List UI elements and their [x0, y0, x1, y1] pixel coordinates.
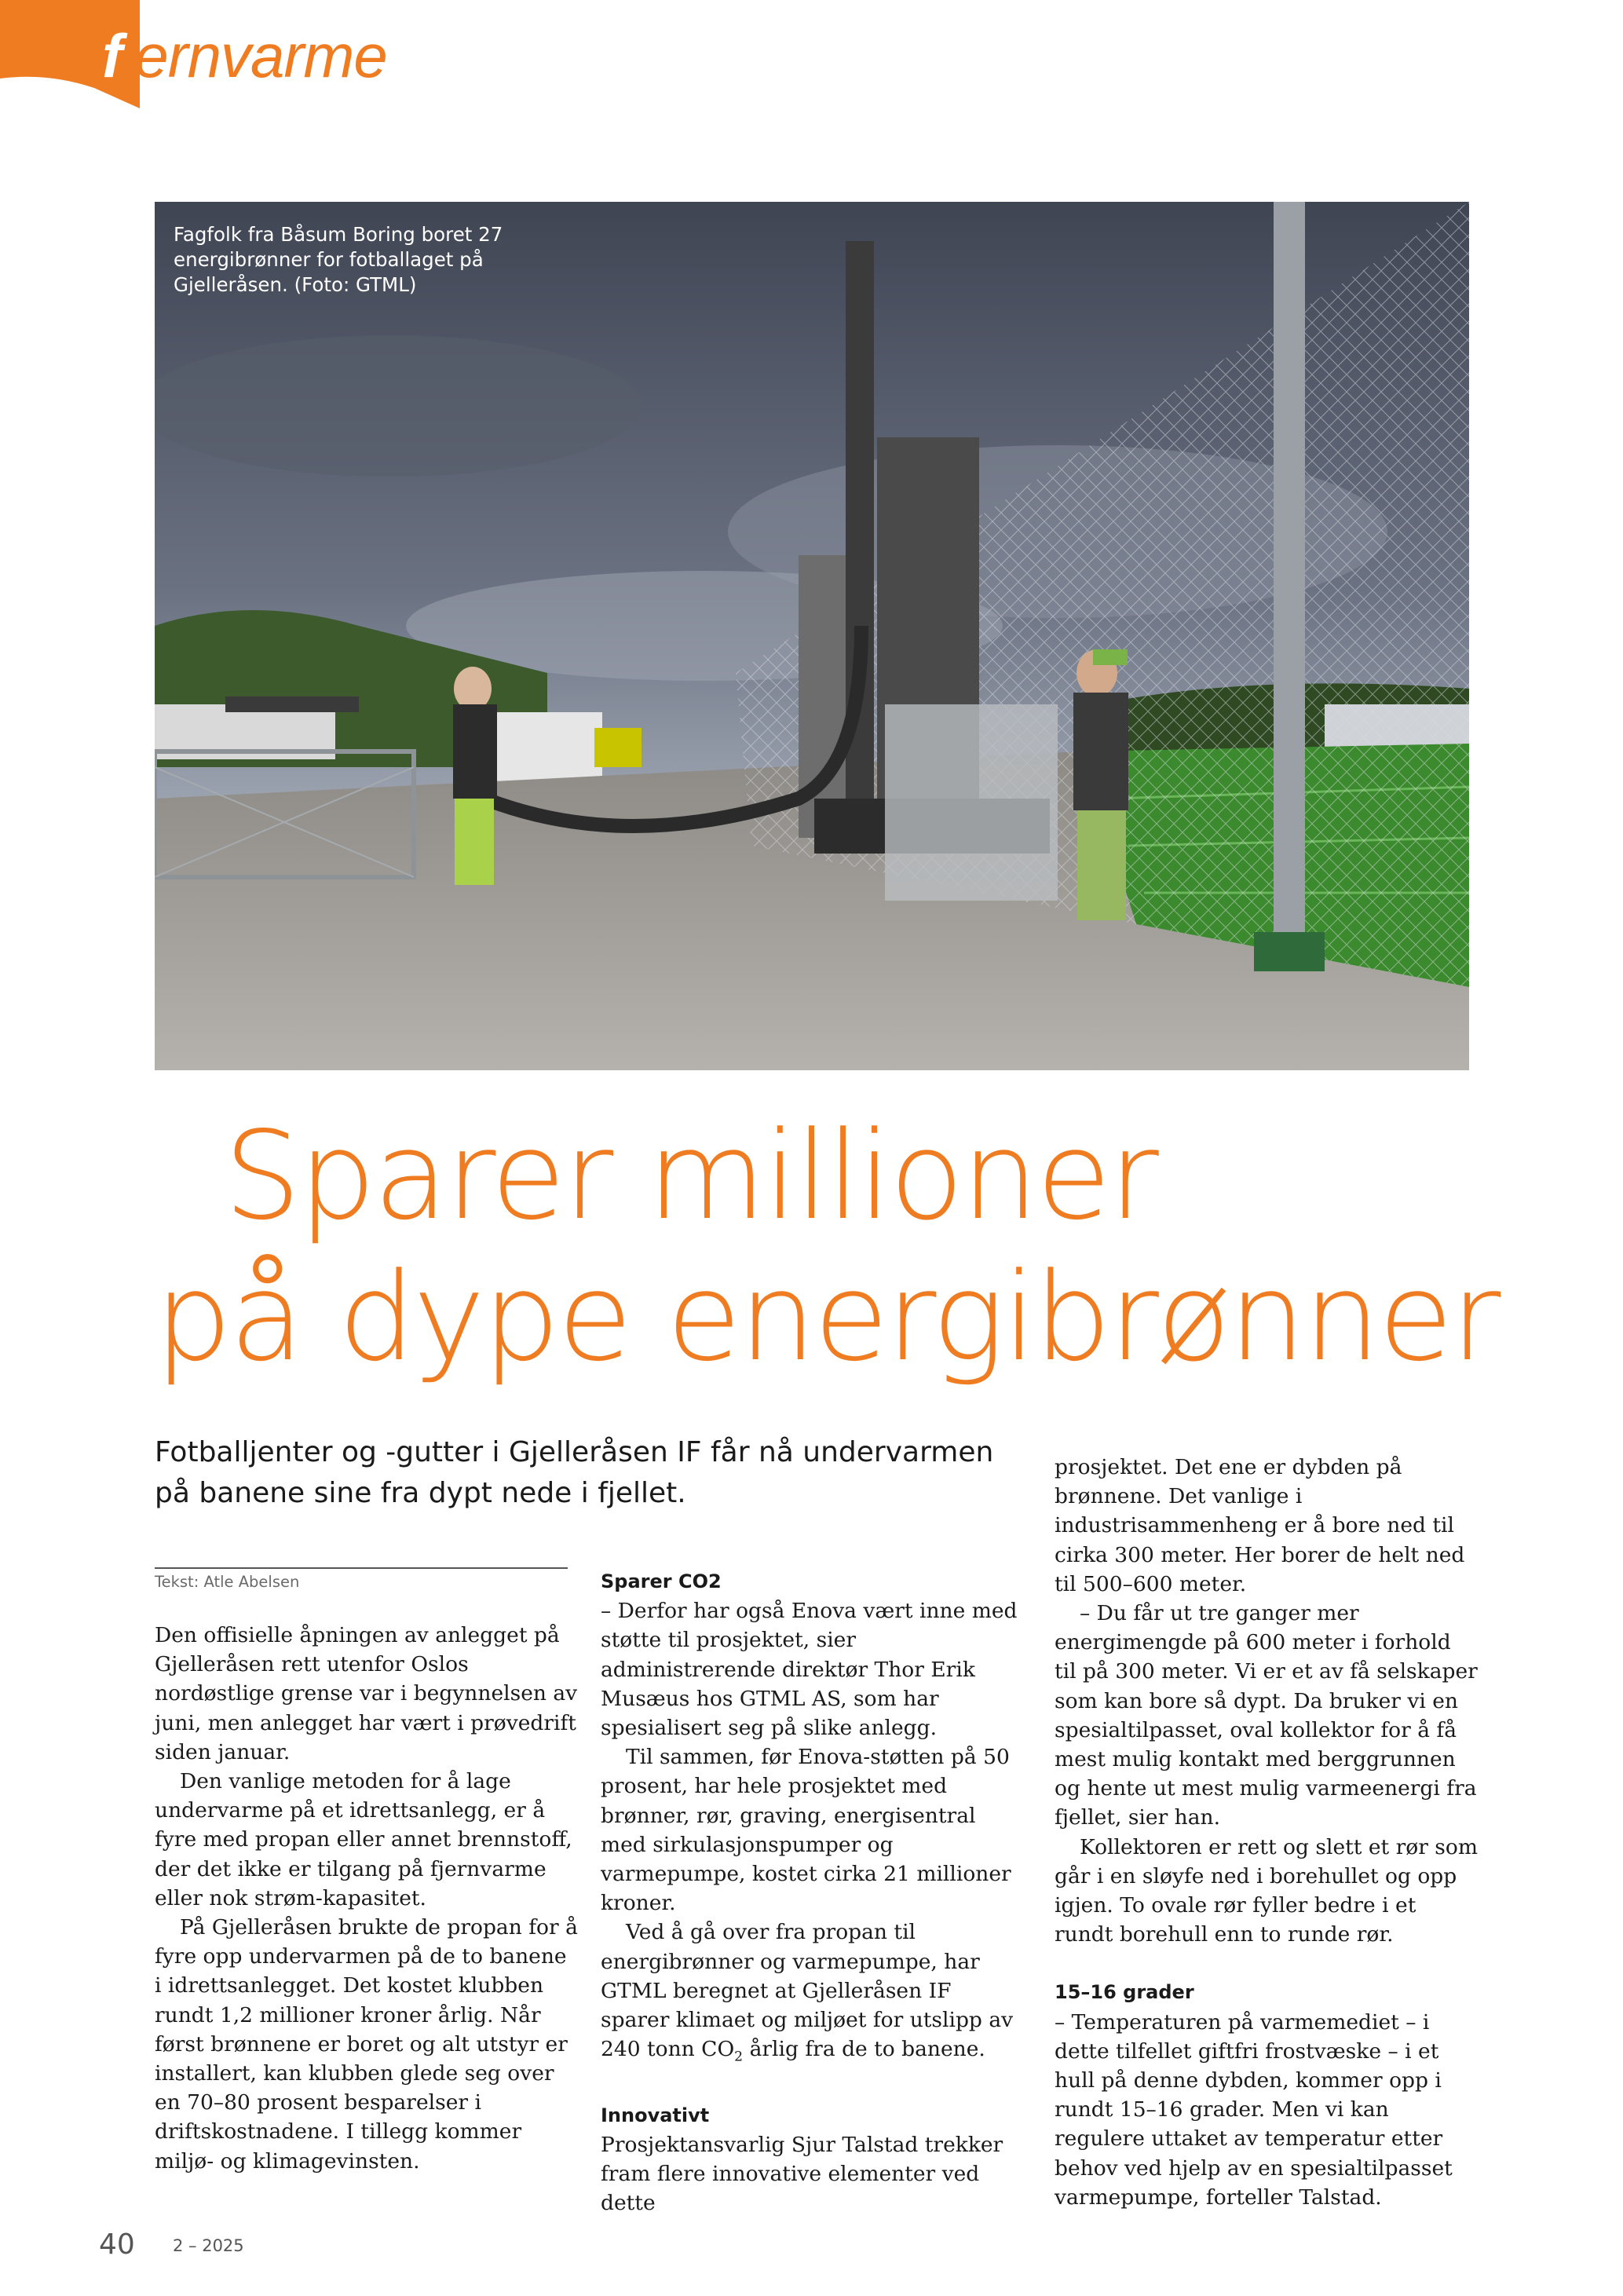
body-column-2 [601, 1567, 1025, 2218]
co2-text-end: årlig fra de to banene. [743, 2037, 985, 2062]
subheading: Sparer CO2 [601, 1570, 722, 1592]
body-paragraph: Den offisielle åpningen av anlegget på Gjelleråsen rett utenfor Oslos nordøstlige grense var i begynnelsen av juni, men anlegget har vært i prøvedrift siden januar. [155, 1623, 578, 1764]
body-paragraph: – Du får ut tre ganger mer energimengde på 600 meter i forhold til på 300 meter. Vi er et av få selskaper som kan bore så dypt. Da bruker vi en spesialtilpasset, oval kollektor for å få mest mulig kontakt med berggrunnen og hente ut mest mulig varmeenergi fra fjellet, sier han. [1055, 1601, 1478, 1830]
body-paragraph: Til sammen, før Enova-støtten på 50 prosent, har hele prosjektet med brønner, rør, graving, energisentral med sirkulasjonspumper og varmepumpe, kostet cirka 21 millioner kroner. [601, 1745, 1011, 1916]
byline: Tekst: Atle Abelsen [155, 1573, 300, 1591]
photo-caption: Fagfolk fra Båsum Boring boret 27 energibrønner for fotballaget på Gjelleråsen. (Foto: GTML) [174, 223, 503, 296]
headline-line-2: på dype energibrønner [155, 1246, 1499, 1388]
body-paragraph: prosjektet. Det ene er dybden på brønnene. Det vanlige i industrisammenheng er å bore ned til cirka 300 meter. Her borer de helt ned til 500–600 meter. [1055, 1455, 1465, 1596]
body-paragraph: – Temperaturen på varmemediet – i dette tilfellet giftfri frostvæske – i et hull på denne dybden, kommer opp i rundt 15–16 grader. Men vi kan regulere uttaket av temperatur etter behov ved hjelp av en spesialtilpasset varmepumpe, forteller Talstad. [1055, 2009, 1453, 2210]
body-paragraph [601, 1918, 1025, 2071]
section-title [102, 20, 387, 92]
body-paragraph: På Gjelleråsen brukte de propan for å fyre opp undervarmen på de to banene i idrettsanlegget. Det kostet klubben rundt 1,2 millioner kroner årlig. Når først brønnene er boret og alt utstyr er installert, kan klubben glede seg over en 70–80 prosent besparelser i driftskostnadene. I tillegg kommer miljø- og klimagevinsten. [155, 1915, 578, 2174]
body-paragraph: Prosjektansvarlig Sjur Talstad trekker fram flere innovative elementer ved dette [601, 2132, 1003, 2216]
body-column-1 [155, 1621, 579, 2176]
issue-label: 2 – 2025 [173, 2236, 244, 2255]
page-number: 40 [99, 2228, 135, 2261]
body-paragraph: Kollektoren er rett og slett et rør som går i en sløyfe ned i borehullet og opp igjen. To ovale rør fyller bedre i et rundt borehull enn to runde rør. [1055, 1834, 1478, 1947]
subheading: 15–16 grader [1055, 1981, 1194, 2004]
body-paragraph: Den vanlige metoden for å lage undervarme på et idrettsanlegg, er å fyre med propan eller annet brennstoff, der det ikke er tilgang på fjernvarme eller nok strøm-kapasitet. [155, 1769, 572, 1910]
byline-divider [155, 1567, 568, 1569]
body-column-3 [1055, 1453, 1479, 2212]
co2-subscript: 2 [734, 2049, 744, 2065]
subheading: Innovativt [601, 2104, 710, 2126]
section-letter: f [102, 21, 122, 90]
headline-line-1: Sparer millioner [224, 1105, 1157, 1247]
body-paragraph: – Derfor har også Enova vært inne med støtte til prosjektet, sier administrerende direktør Thor Erik Musæus hos GTML AS, som har spesialisert seg på slike anlegg. [601, 1599, 1018, 1741]
co2-text: Ved å gå over fra propan til energibrønner og varmepumpe, har GTML beregnet at Gjelleråsen IF sparer klimaet og miljøet for utslipp av 240 tonn CO [601, 1920, 1014, 2062]
section-rest: jernvarme [121, 21, 387, 90]
lead-paragraph: Fotballjenter og -gutter i Gjelleråsen IF får nå undervarmen på banene sine fra dypt nede i fjellet. [155, 1436, 994, 1509]
hero-photo [155, 202, 1469, 1070]
